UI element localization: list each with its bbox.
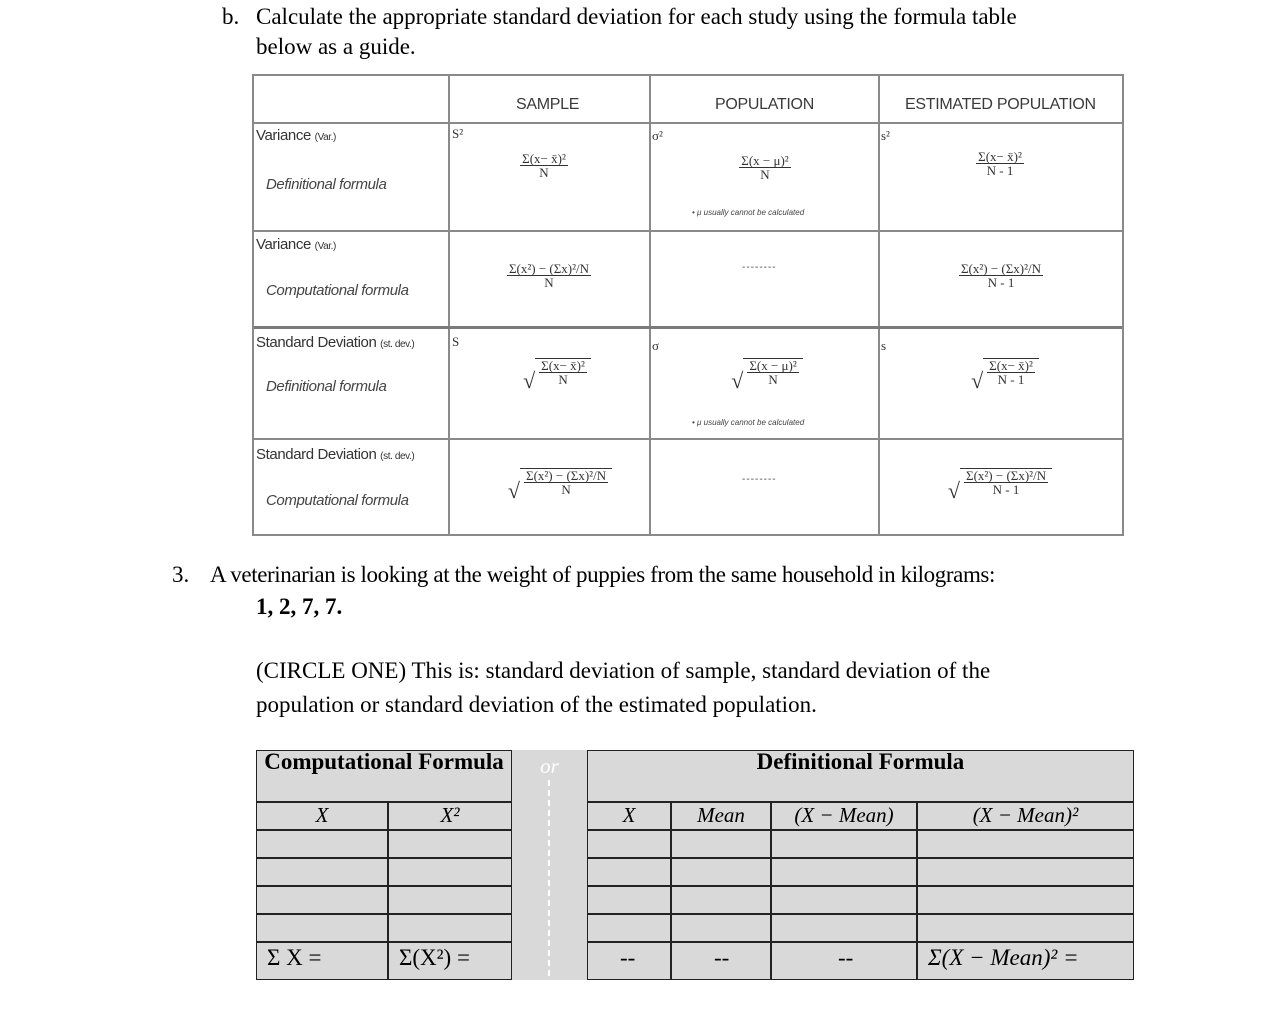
col-deviation: (X − Mean): [771, 802, 917, 830]
column-header-population: POPULATION: [715, 96, 814, 113]
entry-cell[interactable]: [388, 886, 512, 914]
formula-population-variance-definitional: $\frac{\text{Σ(x − μ)²}}{N}$: [741, 153, 789, 182]
formula-sample-sd-computational: $√\frac{\text{Σ(x²) − (Σx)²/N}}{N}$: [490, 468, 630, 497]
entry-cell[interactable]: [587, 858, 671, 886]
entry-cell[interactable]: [771, 886, 917, 914]
symbol-population-variance: σ²: [652, 128, 663, 143]
sum-x-def-dash: --: [587, 942, 671, 980]
row-sublabel-computational-sd: Computational formula: [266, 492, 409, 509]
population-variance-computational-dash: --------: [742, 262, 777, 273]
entry-cell[interactable]: [771, 858, 917, 886]
sum-deviation-squared-cell[interactable]: Σ(X − Mean)² =: [917, 942, 1134, 980]
computational-formula-header: Computational Formula: [256, 750, 512, 802]
col-deviation-squared: (X − Mean)²: [917, 802, 1134, 830]
row-label-variance: Variance (Var.): [256, 127, 336, 144]
col-x-computational: X: [256, 802, 388, 830]
entry-cell[interactable]: [771, 830, 917, 858]
symbol-sample-sd: S: [452, 334, 460, 349]
entry-cell[interactable]: [587, 886, 671, 914]
row-label-standard-deviation-computational: Standard Deviation (st. dev.): [256, 446, 415, 463]
entry-cell[interactable]: [671, 830, 771, 858]
entry-cell[interactable]: [917, 914, 1134, 942]
entry-cell[interactable]: [771, 914, 917, 942]
formula-table: [252, 74, 1124, 536]
entry-cell[interactable]: [917, 830, 1134, 858]
entry-cell[interactable]: [671, 886, 771, 914]
symbol-population-sd: σ: [652, 338, 660, 353]
entry-cell[interactable]: [587, 830, 671, 858]
population-mu-note: • μ usually cannot be calculated: [692, 208, 805, 217]
sum-x-cell[interactable]: Σ X =: [256, 942, 388, 980]
entry-cell[interactable]: [256, 858, 388, 886]
entry-cell[interactable]: [587, 914, 671, 942]
row-label-standard-deviation: Standard Deviation (st. dev.): [256, 334, 415, 351]
row-sublabel-definitional-sd: Definitional formula: [266, 378, 387, 395]
or-divider-column: [512, 750, 587, 980]
part-b-marker: b.: [222, 4, 240, 29]
part-b-line-2: below as a guide.: [256, 34, 416, 59]
entry-cell[interactable]: [256, 830, 388, 858]
col-x-squared: X²: [388, 802, 512, 830]
column-header-sample: SAMPLE: [516, 96, 580, 113]
population-mu-note-sd: • μ usually cannot be calculated: [692, 418, 805, 427]
symbol-sample-variance: S²: [452, 126, 464, 141]
formula-estimated-sd-computational: $√\frac{\text{Σ(x²) − (Σx)²/N}}{N - 1}$: [930, 468, 1070, 497]
row-label-variance-computational: Variance (Var.): [256, 236, 336, 253]
column-header-estimated-population: ESTIMATED POPULATION: [905, 96, 1096, 113]
row-sublabel-definitional: Definitional formula: [266, 176, 387, 193]
entry-cell[interactable]: [256, 886, 388, 914]
sum-x-squared-cell[interactable]: Σ(X²) =: [388, 942, 512, 980]
formula-sample-variance-computational: $\frac{\text{Σ(x²) − (Σx)²/N}}{N}$: [508, 261, 590, 290]
formula-sample-sd-definitional: $√\frac{\text{Σ(x− x̄)²}}{N}$: [502, 358, 612, 387]
formula-sample-variance-definitional: $\frac{\text{Σ(x− x̄)²}}{N}$: [522, 151, 566, 180]
col-x-definitional: X: [587, 802, 671, 830]
entry-cell[interactable]: [917, 858, 1134, 886]
entry-cell[interactable]: [388, 858, 512, 886]
sum-deviation-dash: --: [771, 942, 917, 980]
circle-one-line-1: (CIRCLE ONE) This is: standard deviation of sample, standard deviation of the: [256, 658, 991, 683]
entry-cell[interactable]: [917, 886, 1134, 914]
symbol-estimated-variance: s²: [881, 128, 890, 143]
formula-estimated-variance-computational: $\frac{\text{Σ(x²) − (Σx)²/N}}{N - 1}$: [960, 261, 1042, 290]
or-divider-line: [548, 780, 550, 976]
formula-estimated-variance-definitional: $\frac{\text{Σ(x− x̄)²}}{N - 1}$: [978, 149, 1022, 178]
symbol-estimated-sd: s: [881, 338, 887, 353]
worksheet-table: [256, 750, 1134, 980]
question-3-number: 3.: [172, 562, 190, 587]
part-b-line-1: Calculate the appropriate standard deviation for each study using the formula table: [256, 4, 1017, 29]
entry-cell[interactable]: [671, 858, 771, 886]
definitional-formula-header: Definitional Formula: [587, 750, 1134, 802]
col-mean: Mean: [671, 802, 771, 830]
entry-cell[interactable]: [671, 914, 771, 942]
circle-one-line-2: population or standard deviation of the estimated population.: [256, 692, 817, 717]
row-sublabel-computational: Computational formula: [266, 282, 409, 299]
entry-cell[interactable]: [388, 914, 512, 942]
or-label: or: [540, 754, 559, 778]
population-sd-computational-dash: --------: [742, 474, 777, 485]
entry-cell[interactable]: [256, 914, 388, 942]
formula-population-sd-definitional: $√\frac{\text{Σ(x − μ)²}}{N}$: [712, 358, 822, 387]
entry-cell[interactable]: [388, 830, 512, 858]
question-3-data: 1, 2, 7, 7.: [256, 594, 343, 619]
question-3-text: A veterinarian is looking at the weight of puppies from the same household in kilograms:: [210, 562, 995, 587]
sum-mean-dash: --: [671, 942, 771, 980]
formula-estimated-sd-definitional: $√\frac{\text{Σ(x− x̄)²}}{N - 1}$: [950, 358, 1060, 387]
